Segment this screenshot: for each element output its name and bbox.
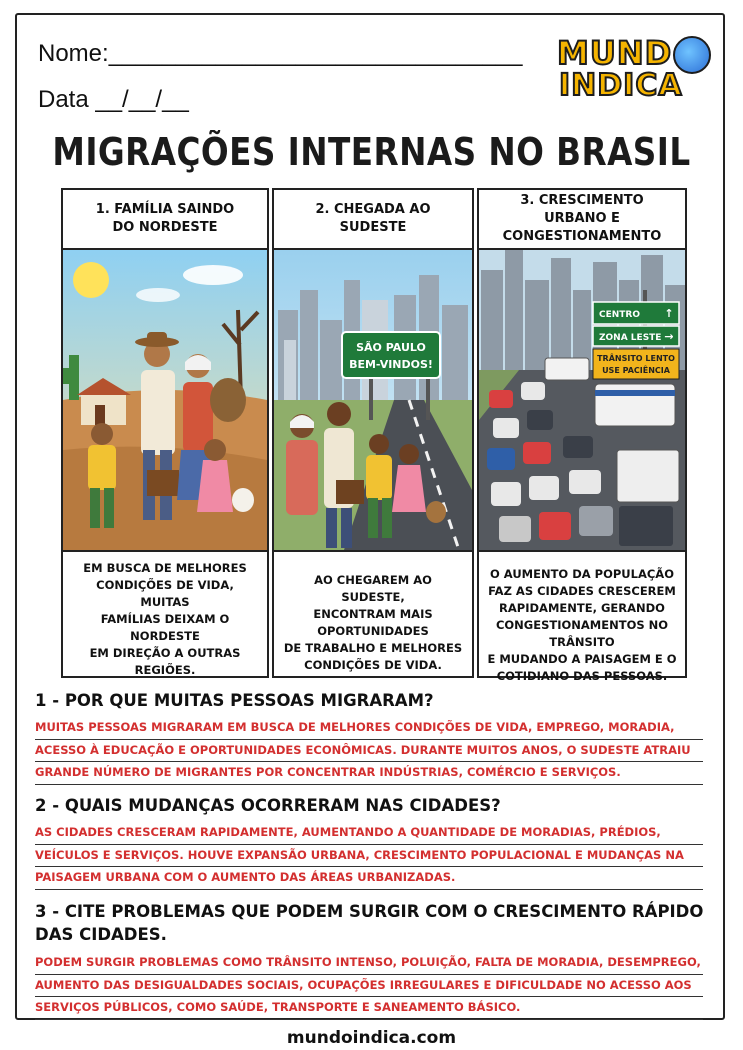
panel-family-leaving — [61, 188, 269, 678]
panel-caption: AO CHEGAREM AO SUDESTE, ENCONTRAM MAIS OPORTUNIDADES DE TRABALHO E MELHORES CONDIÇÕES DE VIDA. — [283, 573, 463, 672]
panel-urban-growth — [477, 188, 687, 683]
arrow-up-icon: ↑ — [664, 307, 674, 320]
svg-text:CENTRO: CENTRO — [599, 310, 641, 320]
mundo-indica-logo — [555, 34, 715, 106]
panel-caption: EM BUSCA DE MELHORES CONDIÇÕES DE VIDA, MUITAS FAMÍLIAS DEIXAM O NORDESTE EM DIREÇÃO A OUTRAS REGIÕES. — [83, 561, 247, 677]
panel-heading: 2. CHEGADA AO SUDESTE — [315, 202, 431, 235]
logo-text-line2: INDICA — [559, 68, 683, 103]
page-title: MIGRAÇÕES INTERNAS NO BRASIL — [52, 130, 691, 174]
answer-line: VEÍCULOS E SERVIÇOS. HOUVE EXPANSÃO URBANA, CRESCIMENTO POPULACIONAL E MUDANÇAS NA — [35, 845, 703, 868]
arrow-right-icon: → — [664, 330, 674, 343]
question-1: 1 - POR QUE MUITAS PESSOAS MIGRARAM? — [35, 691, 434, 710]
illustration-family-northeast — [63, 248, 267, 552]
logo-text-line1: MUND — [557, 34, 673, 72]
sun-icon — [73, 262, 109, 298]
answer-line: PODEM SURGIR PROBLEMAS COMO TRÂNSITO INTENSO, POLUIÇÃO, FALTA DE MORADIA, DESEMPREGO, — [35, 952, 703, 975]
answer-3 — [35, 952, 703, 1020]
illustration-arrival-sao-paulo — [274, 248, 472, 552]
answer-line: PAISAGEM URBANA COM O AUMENTO DAS ÁREAS URBANIZADAS. — [35, 867, 703, 890]
answer-line: AUMENTO DAS DESIGUALDADES SOCIAIS, OCUPAÇÕES IRREGULARES E DIFICULDADE NO ACESSO AOS — [35, 975, 703, 998]
answer-line: MUITAS PESSOAS MIGRARAM EM BUSCA DE MELHORES CONDIÇÕES DE VIDA, EMPREGO, MORADIA, — [35, 717, 703, 740]
answer-line: SERVIÇOS PÚBLICOS, COMO SAÚDE, TRANSPORTE E SANEAMENTO BÁSICO. — [35, 997, 703, 1020]
svg-text:SÃO PAULO: SÃO PAULO — [356, 341, 426, 354]
panel-heading: 3. CRESCIMENTO URBANO E CONGESTIONAMENTO — [502, 193, 662, 244]
footer-site-link[interactable]: mundoindica.com — [286, 1028, 457, 1048]
question-2: 2 - QUAIS MUDANÇAS OCORRERAM NAS CIDADES? — [35, 796, 501, 815]
panel-caption: O AUMENTO DA POPULAÇÃO FAZ AS CIDADES CRESCEREM RAPIDAMENTE, GERANDO CONGESTIONAMENTOS NO TRÂNSITO E MUDANDO A PAISAGEM E O COTIDIANO DAS PESSOAS. — [487, 567, 677, 683]
svg-text:TRÂNSITO LENTO: TRÂNSITO LENTO — [597, 354, 675, 363]
answer-line: ACESSO À EDUCAÇÃO E OPORTUNIDADES ECONÔMICAS. DURANTE MUITOS ANOS, O SUDESTE ATRAIU — [35, 740, 703, 763]
panel-heading: 1. FAMÍLIA SAINDO DO NORDESTE — [95, 202, 235, 235]
question-3: 3 - CITE PROBLEMAS QUE PODEM SURGIR COM O CRESCIMENTO RÁPIDO DAS CIDADES. — [35, 902, 704, 944]
illustration-traffic-congestion — [479, 248, 685, 552]
name-field-label: Nome:_______________________________ — [38, 40, 523, 67]
svg-text:ZONA LESTE: ZONA LESTE — [599, 333, 662, 343]
date-field-label: Data __/__/__ — [38, 86, 189, 113]
svg-text:BEM-VINDOS!: BEM-VINDOS! — [349, 358, 433, 371]
answer-2 — [35, 822, 703, 890]
answer-line: GRANDE NÚMERO DE MIGRANTES POR CONCENTRAR INDÚSTRIAS, COMÉRCIO E SERVIÇOS. — [35, 762, 703, 785]
svg-text:USE PACIÊNCIA: USE PACIÊNCIA — [602, 366, 670, 375]
panel-arrival-southeast — [272, 188, 474, 678]
answer-1 — [35, 717, 703, 785]
answer-line: AS CIDADES CRESCERAM RAPIDAMENTE, AUMENTANDO A QUANTIDADE DE MORADIAS, PRÉDIOS, — [35, 822, 703, 845]
